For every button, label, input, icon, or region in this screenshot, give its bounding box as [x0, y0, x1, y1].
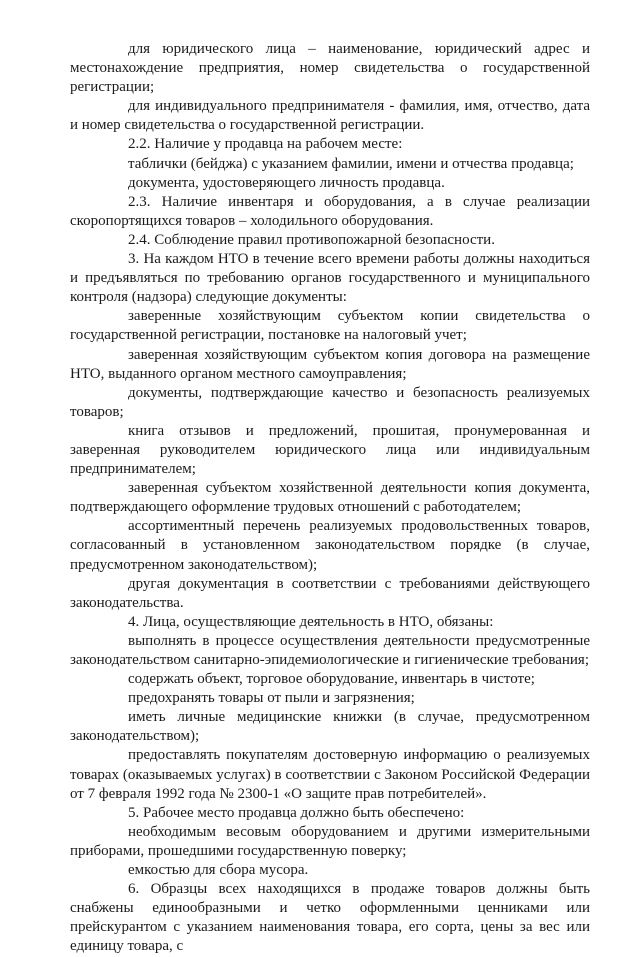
paragraph-placement-contract: заверенная хозяйствующим субъектом копия договора на размещение НТО, выданного органом местного самоуправления;: [70, 346, 590, 382]
paragraph-identity-document: документа, удостоверяющего личность продавца.: [128, 174, 445, 191]
paragraph-labor-document: заверенная субъектом хозяйственной деятельности копия документа, подтверждающего оформление трудовых отношений с работодателем;: [70, 480, 590, 516]
paragraph-2-4: 2.4. Соблюдение правил противопожарной безопасности.: [128, 231, 495, 248]
paragraph-2-3: 2.3. Наличие инвентаря и оборудования, а в случае реализации скоропортящихся товаров – холодильного оборудования.: [70, 193, 590, 229]
paragraph-protect-goods: предохранять товары от пыли и загрязнения;: [128, 690, 415, 707]
paragraph-medical-books: иметь личные медицинские книжки (в случае, предусмотренном законодательством);: [70, 709, 590, 745]
paragraph-assortment-list: ассортиментный перечень реализуемых продовольственных товаров, согласованный в установленном законодательством порядке (в случае, предусмотренном законодательством);: [70, 518, 590, 573]
paragraph-4: 4. Лица, осуществляющие деятельность в НТО, обязаны:: [128, 613, 494, 630]
paragraph-quality-documents: документы, подтверждающие качество и безопасность реализуемых товаров;: [70, 384, 590, 420]
paragraph-cleanliness: содержать объект, торговое оборудование, инвентарь в чистоте;: [128, 671, 535, 688]
paragraph-feedback-book: книга отзывов и предложений, прошитая, пронумерованная и заверенная руководителем юридического лица или индивидуальным предпринимателем;: [70, 422, 590, 478]
paragraph-2-2: 2.2. Наличие у продавца на рабочем месте:: [128, 136, 403, 153]
paragraph-legal-entity: для юридического лица – наименование, юридический адрес и местонахождение предприятия, номер свидетельства о государственной регистрации;: [70, 41, 590, 96]
paragraph-3: 3. На каждом НТО в течение всего времени работы должны находиться и предъявляться по требованию органов государственного и муниципального контроля (надзора) следующие документы:: [70, 251, 590, 306]
paragraph-sanitary-requirements: выполнять в процессе осуществления деятельности предусмотренные законодательством санитарно-эпидемиологические и гигиенические требования;: [70, 632, 590, 668]
paragraph-other-documentation: другая документация в соответствии с требованиями действующего законодательства.: [70, 575, 590, 611]
paragraph-consumer-information: предоставлять покупателям достоверную информацию о реализуемых товарах (оказываемых услугах) в соответствии с Законом Российской Федерации от 7 февраля 1992 года № 2300-1 «О защите прав потребителей».: [70, 747, 590, 802]
paragraph-individual-entrepreneur: для индивидуального предпринимателя - фамилия, имя, отчество, дата и номер свидетельства о государственной регистрации.: [70, 98, 590, 134]
paragraph-registration-copies: заверенные хозяйствующим субъектом копии свидетельства о государственной регистрации, постановке на налоговый учет;: [70, 308, 590, 344]
paragraph-5: 5. Рабочее место продавца должно быть обеспечено:: [128, 804, 465, 821]
paragraph-measuring-equipment: необходимым весовым оборудованием и другими измерительными приборами, прошедшими государственную поверку;: [70, 823, 590, 859]
document-page: [70, 40, 590, 957]
paragraph-waste-container: емкостью для сбора мусора.: [128, 862, 309, 879]
paragraph-6: 6. Образцы всех находящихся в продаже товаров должны быть снабжены единообразными и четко оформленными ценниками или прейскурантом с указанием наименования товара, его сорта, цены за вес или единицу товара, с: [70, 881, 590, 955]
paragraph-badge: таблички (бейджа) с указанием фамилии, имени и отчества продавца;: [128, 155, 574, 172]
